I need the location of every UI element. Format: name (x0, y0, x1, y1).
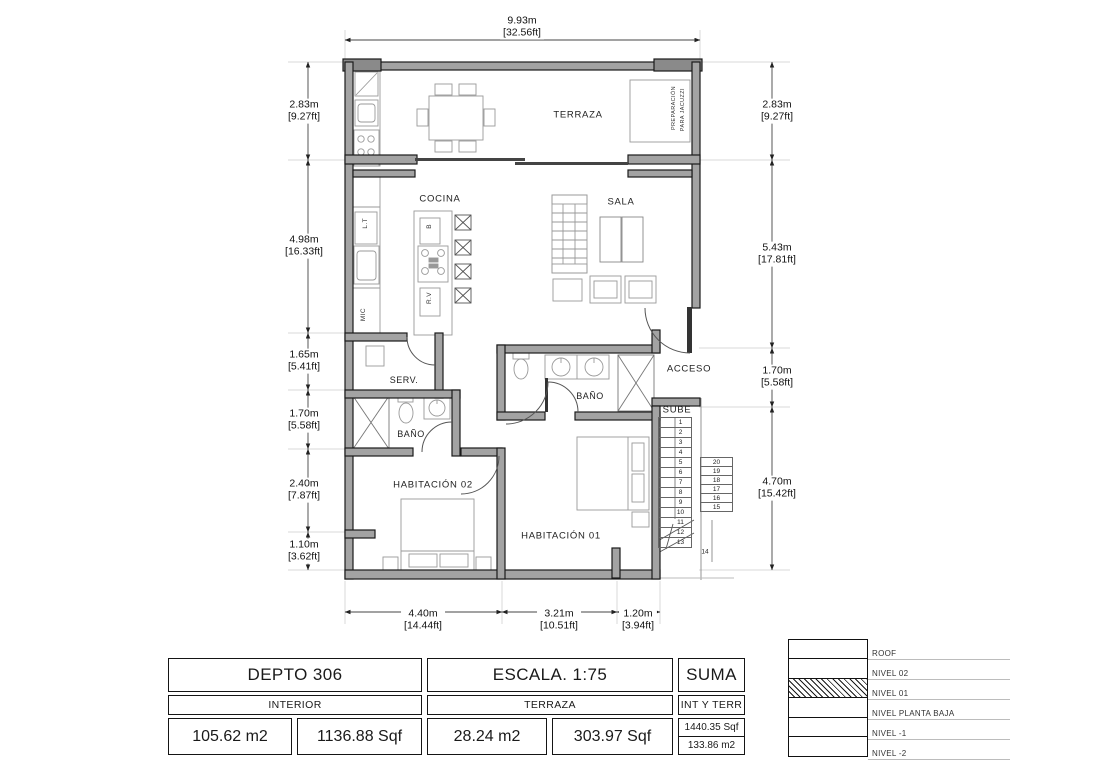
stair-number: 20 (712, 458, 721, 466)
wall-bath2-right (452, 390, 460, 456)
table-cell-terraza-sqf: 303.97 Sqf (552, 718, 673, 755)
wall-terraza-divider-right (628, 155, 700, 164)
room-label-habitacion-02: HABITACIÓN 02 (393, 479, 473, 491)
dim-left-4 (285, 478, 323, 503)
dim-m: 1.70m (289, 407, 319, 420)
wall-terraza-inner-right (628, 170, 692, 177)
dim-m: 4.70m (762, 475, 792, 488)
level-band-nivel-01-current (788, 678, 868, 699)
table-cell-sum-sqf: 1440.35 Sqf (678, 718, 745, 737)
dim-left-0 (285, 99, 323, 124)
level-label-nivel-01: NIVEL 01 (872, 689, 909, 698)
stair-number: 6 (678, 469, 683, 476)
level-line (868, 699, 1010, 700)
wall-serv-right (435, 333, 443, 398)
stair-run-lower (658, 418, 692, 548)
wall-bathmain-top (497, 345, 660, 353)
bed-habitacion-01 (577, 437, 649, 527)
dim-left-1 (282, 234, 326, 259)
dim-right-3 (755, 476, 799, 501)
bath-main-fixtures (513, 352, 609, 379)
kitchen-label-lt: L.T (362, 218, 369, 229)
dim-ft: [7.87ft] (287, 490, 321, 502)
dining-table (417, 84, 495, 152)
bath2-door-arc (422, 422, 452, 452)
bath-2-fixtures (398, 396, 450, 423)
dim-m: 1.70m (762, 364, 792, 377)
room-label-bano-main: BAÑO (576, 391, 604, 401)
level-label-nivel-minus2: NIVEL -2 (872, 749, 907, 758)
dim-m: 5.43m (762, 241, 792, 254)
wall-bedroom-divider (497, 448, 505, 579)
dim-m: 3.21m (544, 607, 574, 620)
dim-m: 2.40m (289, 477, 319, 490)
stair-number: 8 (678, 489, 683, 496)
wall-hab02-top-left (345, 448, 413, 456)
table-cell-interior-header: INTERIOR (168, 695, 422, 715)
room-label-bano-2: BAÑO (397, 429, 425, 439)
level-band-roof (788, 639, 868, 660)
stair-number: 3 (678, 439, 683, 446)
dim-ft: [5.41ft] (287, 361, 321, 373)
wall-bottom-stub (612, 548, 620, 578)
room-label-terraza: TERRAZA (553, 109, 603, 121)
kitchen-label-b: B (426, 224, 433, 229)
stair-number: 13 (676, 539, 685, 546)
shower-main (618, 355, 654, 411)
room-label-acceso: ACCESO (666, 363, 712, 375)
dim-m: 4.98m (289, 233, 319, 246)
wall-terraza-inner-left (353, 170, 415, 177)
stair-number: 17 (712, 485, 721, 493)
dim-ft: [9.27ft] (287, 111, 321, 123)
dim-bottom-1 (537, 608, 581, 633)
level-label-nivel-minus1: NIVEL -1 (872, 729, 907, 738)
sala-chairs (590, 276, 656, 303)
wall-right-upper (692, 62, 700, 308)
dim-bottom-0 (401, 608, 445, 633)
stair-step (658, 537, 692, 548)
wall-hab02-top-right (461, 448, 502, 456)
jacuzzi-note-line2: PARA JACUZZI (680, 88, 686, 132)
entry-door-leaf (687, 307, 692, 353)
level-line (868, 759, 1010, 760)
dim-left-3 (285, 408, 323, 433)
bar-stools (455, 215, 471, 303)
table-cell-terraza-m2: 28.24 m2 (427, 718, 547, 755)
level-band-nivel-02 (788, 658, 868, 679)
stair-run-upper (700, 458, 733, 512)
bathmain-door-arc (548, 382, 578, 412)
sala-sofa (600, 217, 643, 262)
level-band-nivel-minus2 (788, 736, 868, 757)
dim-top (500, 15, 544, 40)
table-cell-sum-m2: 133.86 m2 (678, 736, 745, 755)
table-cell-scale: ESCALA. 1:75 (427, 658, 673, 692)
room-label-sube: SUBE (662, 404, 692, 416)
dim-ft: [32.56ft] (503, 27, 541, 39)
level-line (868, 659, 1010, 660)
table-cell-interior-m2: 105.62 m2 (168, 718, 292, 755)
dim-m: 1.10m (289, 538, 319, 551)
dim-ft: [15.42ft] (758, 488, 796, 500)
stair-number: 9 (678, 499, 683, 506)
sliding-door-left (415, 158, 525, 161)
dim-ft: [3.62ft] (287, 551, 321, 563)
stair-number: 7 (678, 479, 683, 486)
stair-landing-number: 14 (701, 548, 709, 556)
level-line (868, 679, 1010, 680)
level-label-planta-baja: NIVEL PLANTA BAJA (872, 709, 955, 718)
room-label-cocina: COCINA (419, 193, 461, 205)
stair-number: 1 (678, 419, 683, 426)
sala-shelf (552, 195, 587, 273)
stair-step (700, 502, 733, 512)
dim-m: 9.93m (507, 14, 537, 27)
wall-left-jog (345, 530, 375, 538)
table-cell-unit: DEPTO 306 (168, 658, 422, 692)
jacuzzi-note-line1: PREPARACIÓN (671, 86, 677, 131)
kitchen-island (414, 211, 452, 335)
stair-number: 19 (712, 467, 721, 475)
level-line (868, 739, 1010, 740)
kitchen-label-rv: R.V (426, 292, 433, 305)
wall-top (345, 62, 700, 70)
dim-left-5 (285, 539, 323, 564)
level-label-roof: ROOF (872, 649, 897, 658)
room-label-sala: SALA (607, 196, 635, 208)
stair-number: 10 (676, 509, 685, 516)
stair-number: 12 (676, 529, 685, 536)
sala-side-table (553, 279, 582, 301)
stair-number: 4 (678, 449, 683, 456)
level-band-planta-baja (788, 697, 868, 718)
dim-m: 1.20m (623, 607, 653, 620)
dim-ft: [10.51ft] (540, 620, 578, 632)
shower-2 (353, 396, 389, 449)
dim-ft: [9.27ft] (760, 111, 794, 123)
wall-bathmain-bottom-left (497, 412, 545, 420)
wall-bathmain-left (497, 345, 505, 420)
sliding-door-right (515, 162, 628, 165)
wall-bathmain-bottom-right (575, 412, 660, 420)
dim-ft: [14.44ft] (404, 620, 442, 632)
level-line (868, 719, 1010, 720)
dim-ft: [5.58ft] (760, 377, 794, 389)
dim-m: 4.40m (408, 607, 438, 620)
stair-number: 2 (678, 429, 683, 436)
stair-number: 5 (678, 459, 683, 466)
dim-right-1 (755, 242, 799, 267)
room-label-serv: SERV. (389, 375, 419, 385)
dim-bottom-2 (619, 608, 657, 633)
table-cell-suma: SUMA (678, 658, 745, 692)
wall-left (345, 62, 353, 579)
dim-ft: [17.81ft] (758, 254, 796, 266)
dim-ft: [3.94ft] (621, 620, 655, 632)
level-band-nivel-minus1 (788, 717, 868, 738)
bed-habitacion-02 (383, 499, 491, 571)
dim-m: 1.65m (289, 348, 319, 361)
stair-number: 16 (712, 494, 721, 502)
dim-right-2 (758, 365, 796, 390)
terraza-grill-counter (353, 70, 380, 166)
dim-ft: [5.58ft] (287, 420, 321, 432)
table-cell-int-terr-header: INT Y TERR (678, 695, 745, 715)
stair-number: 11 (677, 519, 684, 526)
dim-ft: [16.33ft] (285, 246, 323, 258)
stair-number: 18 (712, 476, 721, 484)
level-diagram (788, 640, 868, 757)
room-label-habitacion-01: HABITACIÓN 01 (521, 530, 601, 542)
kitchen-label-mic: MIC (360, 308, 367, 322)
table-cell-interior-sqf: 1136.88 Sqf (297, 718, 422, 755)
wall-bath2-top (345, 390, 460, 398)
dim-m: 2.83m (762, 98, 792, 111)
serv-door-arc (407, 337, 435, 365)
washer (366, 346, 384, 366)
dim-m: 2.83m (289, 98, 319, 111)
table-cell-terraza-header: TERRAZA (427, 695, 673, 715)
stair-number: 15 (712, 503, 721, 511)
walls (343, 59, 702, 579)
level-label-nivel-02: NIVEL 02 (872, 669, 909, 678)
dim-left-2 (285, 349, 323, 374)
wall-serv-top (345, 333, 407, 341)
dim-right-0 (758, 99, 796, 124)
wall-terraza-divider-left (345, 155, 417, 164)
